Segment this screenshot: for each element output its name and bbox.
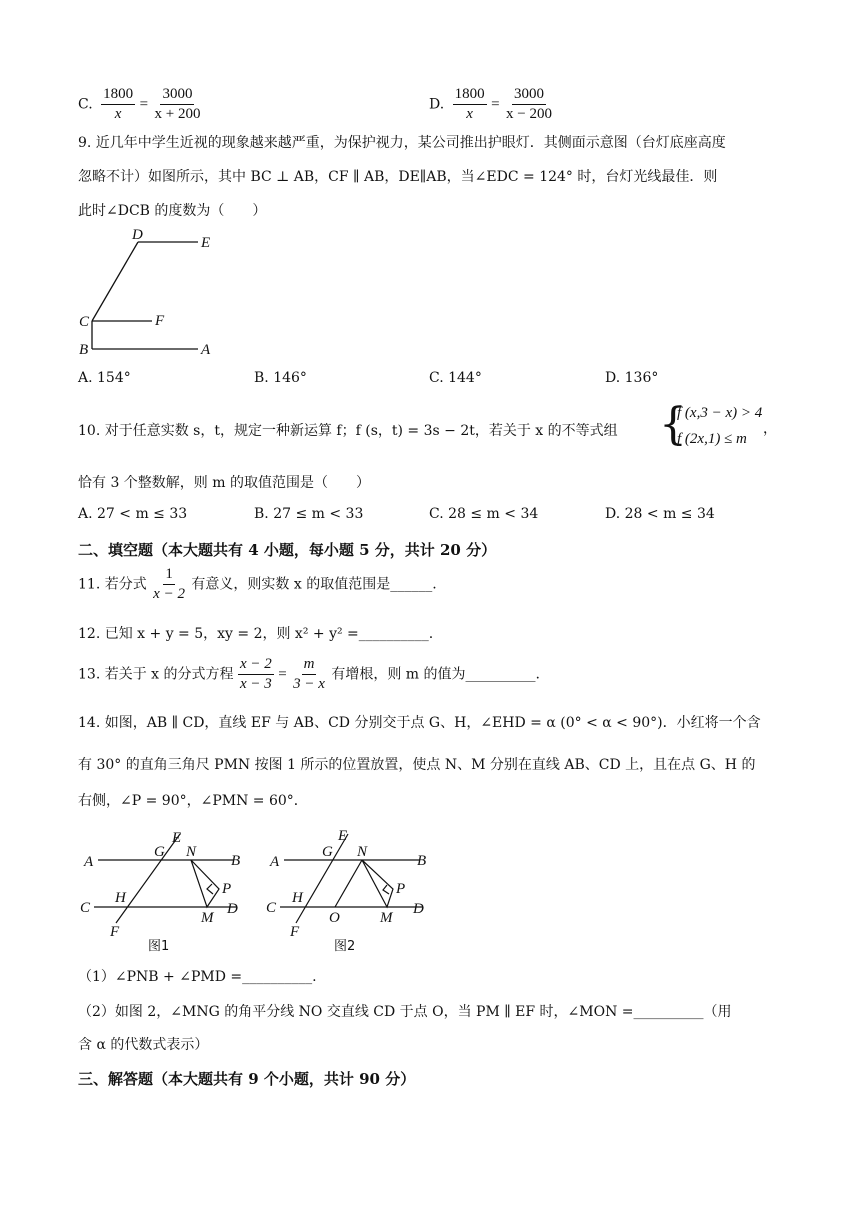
fig2-bisector-no	[335, 860, 362, 907]
q11-fraction: $\frac{1}{x - 2}$	[153, 566, 185, 602]
fig1-caption: 图1	[148, 939, 170, 954]
q9-label-a: A	[201, 342, 211, 358]
fig2-label-b: B	[417, 853, 427, 869]
q10-system-line-2: f (2x,1) ≤ m	[677, 431, 747, 447]
fig1-label-g: G	[154, 844, 165, 860]
q9-label-e: E	[201, 235, 211, 251]
fig1-label-m: M	[201, 910, 214, 926]
fig2-label-m: M	[380, 910, 393, 926]
q14-sub-2-line-1: （2）如图 2，∠MNG 的角平分线 NO 交直线 CD 于点 O，当 PM ∥ EF 时，∠MON =__________（用	[78, 1004, 732, 1020]
fig1-label-p: P	[222, 881, 232, 897]
q13-prefix: 13. 若关于 x 的分式方程	[78, 666, 234, 683]
q9-line-3: 此时∠DCB 的度数为（ ）	[78, 203, 267, 219]
q10-system-trailing-comma: ，	[763, 421, 777, 437]
q14-figure-2	[262, 826, 440, 954]
q8-option-c: C. $\frac{1800}{x}$ = $\frac{3000}{x + 200}$	[78, 86, 201, 122]
q9-option-d: D. 136°	[605, 370, 659, 386]
q9-option-a: A. 154°	[78, 370, 131, 386]
fig1-line-ef	[116, 834, 180, 923]
q8-option-d-fraction-left: $\frac{1800}{x}$	[454, 86, 485, 122]
q9-label-b: B	[79, 342, 89, 358]
fig1-label-f: F	[110, 924, 120, 940]
fig2-label-n: N	[357, 844, 368, 860]
q10-option-a: A. 27 < m ≤ 33	[78, 506, 188, 522]
fig2-label-c: C	[266, 900, 277, 916]
fig1-label-b: B	[231, 853, 241, 869]
q9-line-1: 9. 近几年中学生近视的现象越来越严重，为保护视力，某公司推出护眼灯．其侧面示意图（台灯底座高度	[78, 135, 726, 151]
q9-lamp-figure	[70, 222, 230, 362]
fig2-label-d: D	[413, 901, 424, 917]
q14-sub-1: （1）∠PNB + ∠PMD =__________.	[78, 969, 317, 985]
fig2-caption: 图2	[334, 939, 356, 954]
fig2-triangle-pmn	[362, 860, 393, 907]
q10-line-2: 恰有 3 个整数解，则 m 的取值范围是（ ）	[78, 475, 370, 491]
q10-line-1: 10. 对于任意实数 s，t，规定一种新运算 f；f (s，t) = 3s − 2t，若关于 x 的不等式组	[78, 423, 618, 439]
q9-segment-cd	[92, 242, 138, 321]
fig1-label-n: N	[186, 844, 197, 860]
q9-line-2: 忽略不计）如图所示，其中 BC ⊥ AB，CF ∥ AB，DE∥AB，当∠EDC = 124° 时，台灯光线最佳．则	[78, 169, 718, 185]
q10-system-brace: {	[659, 399, 687, 450]
fig2-right-angle-mark	[383, 885, 389, 894]
q13-fraction-left: $\frac{x - 2}{x - 3}$	[239, 656, 272, 692]
q13-fraction-right: $\frac{m}{3 - x}$	[293, 656, 325, 692]
fig2-label-e: E	[338, 828, 348, 844]
q11-suffix: 有意义，则实数 x 的取值范围是______.	[191, 576, 437, 593]
fig2-label-p: P	[396, 881, 406, 897]
q9-option-c: C. 144°	[429, 370, 482, 386]
q10-option-d: D. 28 < m ≤ 34	[605, 506, 715, 522]
q10-inequality-system	[659, 399, 779, 456]
q9-label-f: F	[155, 313, 165, 329]
q10-system-line-1: f (x,3 − x) > 4	[677, 405, 763, 421]
fig1-label-e: E	[172, 830, 182, 846]
q8-option-c-fraction-left: $\frac{1800}{x}$	[103, 86, 134, 122]
fig2-label-g: G	[322, 844, 333, 860]
q14-line-3: 右侧，∠P = 90°，∠PMN = 60°．	[78, 793, 308, 809]
q10-option-b: B. 27 ≤ m < 33	[254, 506, 364, 522]
q9-option-b: B. 146°	[254, 370, 307, 386]
q14-sub-2-line-2: 含 α 的代数式表示）	[78, 1037, 209, 1053]
fig2-label-h: H	[292, 890, 303, 906]
q8-option-d-fraction-right: $\frac{3000}{x - 200}$	[506, 86, 552, 122]
q9-label-c: C	[79, 314, 90, 330]
q14-figure-1	[76, 826, 254, 954]
q13-equals: =	[278, 666, 287, 683]
q8-option-c-fraction-right: $\frac{3000}{x + 200}$	[154, 86, 201, 122]
q10-option-c: C. 28 ≤ m < 34	[429, 506, 539, 522]
fig1-label-c: C	[80, 900, 91, 916]
q11-prefix: 11. 若分式	[78, 576, 147, 593]
fig2-label-o: O	[329, 910, 340, 926]
q9-label-d: D	[132, 227, 143, 243]
q8-option-c-label: C.	[78, 96, 93, 113]
fig2-label-a: A	[270, 854, 280, 870]
fig2-label-f: F	[290, 924, 300, 940]
section-3-heading: 三、解答题（本大题共有 9 个小题，共计 90 分）	[78, 1070, 416, 1088]
q14-line-2: 有 30° 的直角三角尺 PMN 按图 1 所示的位置放置，使点 N、M 分别在直线 AB、CD 上，且在点 G、H 的	[78, 757, 756, 773]
fig1-right-angle-mark	[207, 884, 213, 894]
fig1-triangle-pmn	[191, 860, 219, 907]
q14-line-1: 14. 如图，AB ∥ CD，直线 EF 与 AB、CD 分别交于点 G、H，∠EHD = α (0° < α < 90°)．小红将一个含	[78, 715, 761, 731]
q13	[78, 656, 540, 693]
q13-suffix: 有增根，则 m 的值为__________.	[331, 666, 540, 683]
fig1-label-a: A	[84, 854, 94, 870]
q12: 12. 已知 x + y = 5，xy = 2，则 x² + y² =__________.	[78, 626, 434, 642]
q8-option-d: D. $\frac{1800}{x}$ = $\frac{3000}{x - 200}$	[429, 86, 552, 122]
q11	[78, 566, 437, 603]
q8-option-d-label: D.	[429, 96, 445, 113]
fig1-label-d: D	[227, 901, 238, 917]
section-2-heading: 二、填空题（本大题共有 4 小题，每小题 5 分，共计 20 分）	[78, 541, 497, 559]
fig1-label-h: H	[115, 890, 126, 906]
